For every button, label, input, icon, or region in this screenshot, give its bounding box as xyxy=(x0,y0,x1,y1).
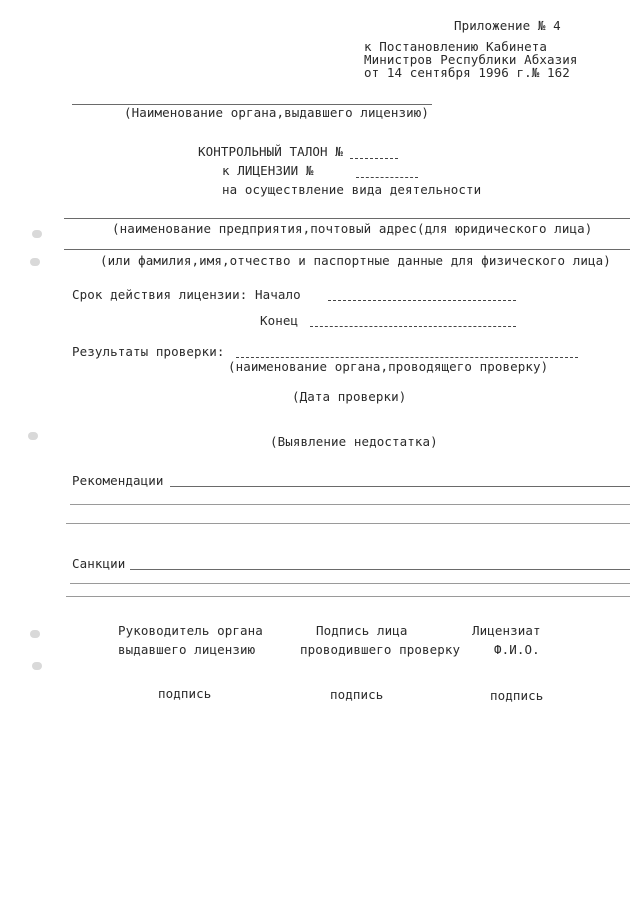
validity-end-blank xyxy=(310,326,516,327)
inspection-date-caption: (Дата проверки) xyxy=(292,389,407,404)
inspection-label: Результаты проверки: xyxy=(72,344,225,359)
decree-line-1: к Постановлению Кабинета xyxy=(364,39,548,54)
issuing-head-subtitle: выдавшего лицензию xyxy=(118,642,256,657)
sanctions-line xyxy=(70,583,630,584)
appendix-number: Приложение № 4 xyxy=(454,18,561,33)
validity-start-blank xyxy=(328,300,516,301)
sanctions-line xyxy=(66,596,630,597)
decree-line-2: Министров Республики Абхазия xyxy=(364,52,578,67)
license-title: к ЛИЦЕНЗИИ № xyxy=(222,163,314,178)
validity-end-label: Конец xyxy=(260,313,299,328)
signature-caption-1: подпись xyxy=(158,686,212,701)
person-line xyxy=(64,249,630,250)
signature-caption-3: подпись xyxy=(490,688,544,703)
recommendations-line xyxy=(66,523,630,524)
binder-hole-mark xyxy=(30,630,40,638)
inspection-org-blank xyxy=(236,357,578,358)
inspector-signature-title: Подпись лица xyxy=(316,623,408,638)
decree-line-3: от 14 сентября 1996 г.№ 162 xyxy=(364,65,570,80)
licensee-title: Лицензиат xyxy=(472,623,541,638)
inspector-signature-subtitle: проводившего проверку xyxy=(300,642,461,657)
issuing-body-caption: (Наименование органа,выдавшего лицензию) xyxy=(124,105,430,120)
person-caption: (или фамилия,имя,отчество и паспортные данные для физического лица) xyxy=(100,253,611,268)
license-number-blank xyxy=(356,177,418,178)
activity-title: на осуществление вида деятельности xyxy=(222,182,482,197)
coupon-title: КОНТРОЛЬНЫЙ ТАЛОН № xyxy=(198,144,343,159)
binder-hole-mark xyxy=(32,230,42,238)
recommendations-label: Рекомендации xyxy=(72,473,164,488)
binder-hole-mark xyxy=(32,662,42,670)
enterprise-line xyxy=(64,218,630,219)
enterprise-caption: (наименование предприятия,почтовый адрес(для юридического лица) xyxy=(112,221,593,236)
inspection-org-caption: (наименование органа,проводящего проверку) xyxy=(228,359,549,374)
binder-hole-mark xyxy=(28,432,38,440)
validity-label: Срок действия лицензии: Начало xyxy=(72,287,301,302)
recommendations-line xyxy=(170,486,630,487)
sanctions-line xyxy=(130,569,630,570)
coupon-number-blank xyxy=(350,158,398,159)
deficiency-caption: (Выявление недостатка) xyxy=(270,434,438,449)
binder-hole-mark xyxy=(30,258,40,266)
sanctions-label: Санкции xyxy=(72,556,126,571)
signature-caption-2: подпись xyxy=(330,687,384,702)
licensee-fullname-label: Ф.И.О. xyxy=(494,642,540,657)
recommendations-line xyxy=(70,504,630,505)
issuing-head-title: Руководитель органа xyxy=(118,623,263,638)
